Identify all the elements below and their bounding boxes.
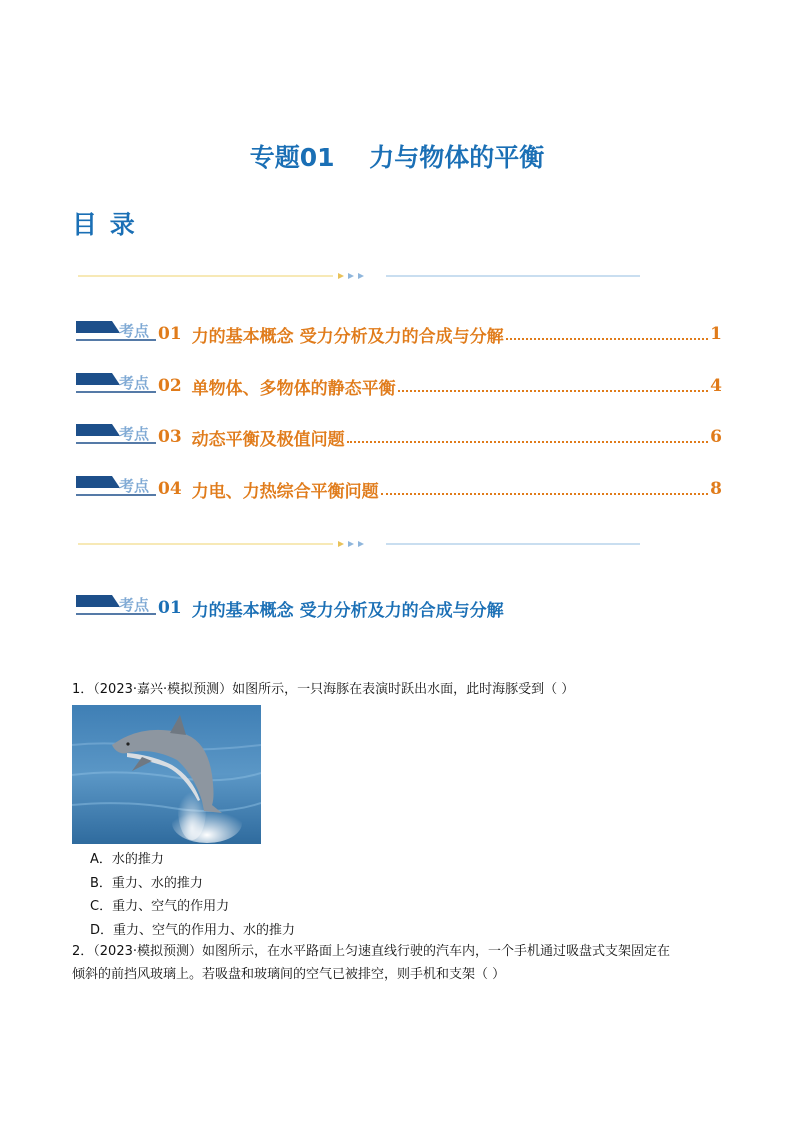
- toc-item-1[interactable]: [76, 320, 722, 348]
- dolphin-photo: [72, 705, 261, 844]
- toc-item-page: 6: [710, 427, 722, 447]
- option-b[interactable]: B．重力、水的推力: [90, 876, 203, 891]
- toc-item-4[interactable]: [76, 475, 722, 503]
- kaodian-badge-icon: [76, 373, 156, 399]
- badge-label: 考点: [119, 322, 150, 340]
- toc-item-text: 力电、力热综合平衡问题: [191, 481, 379, 502]
- option-c[interactable]: C．重力、空气的作用力: [90, 899, 230, 914]
- kaodian-badge-icon: [76, 321, 156, 347]
- toc-item-3[interactable]: [76, 423, 722, 451]
- page-title: 专题01 力与物体的平衡: [249, 143, 545, 172]
- toc-item-text: 单物体、多物体的静态平衡: [191, 378, 396, 399]
- kaodian-badge-icon: [76, 424, 156, 450]
- option-a[interactable]: A．水的推力: [90, 852, 164, 867]
- option-d[interactable]: D．重力、空气的作用力、水的推力: [90, 923, 296, 938]
- toc-item-text: 动态平衡及极值问题: [191, 429, 345, 450]
- kaodian-badge-icon: [76, 476, 156, 502]
- section-number: 01: [158, 598, 182, 618]
- toc-item-number: 04: [158, 479, 182, 499]
- badge-label: 考点: [119, 374, 150, 392]
- question-1-stem: 1．（2023·嘉兴·模拟预测）如图所示，一只海豚在表演时跃出水面，此时海豚受到（ ）: [72, 682, 575, 697]
- toc-item-page: 8: [710, 479, 722, 499]
- toc-divider-top: [78, 271, 640, 281]
- toc-item-number: 02: [158, 376, 182, 396]
- toc-leader-dots: [347, 441, 708, 443]
- toc-divider-bottom: [78, 539, 640, 549]
- badge-label: 考点: [119, 596, 150, 614]
- section-text: 力的基本概念 受力分析及力的合成与分解: [191, 600, 504, 621]
- toc-leader-dots: [506, 338, 709, 340]
- toc-item-number: 01: [158, 324, 182, 344]
- question-2-stem-line2: 倾斜的前挡风玻璃上。若吸盘和玻璃间的空气已被排空，则手机和支架（ ）: [72, 967, 506, 982]
- question-2-stem-line1: 2．（2023·模拟预测）如图所示，在水平路面上匀速直线行驶的汽车内，一个手机通过吸盘式支架固定在: [72, 944, 670, 959]
- toc-heading: 目 录: [72, 210, 137, 239]
- toc-leader-dots: [381, 493, 708, 495]
- toc-item-2[interactable]: [76, 372, 722, 400]
- toc-item-page: 1: [710, 324, 722, 344]
- badge-label: 考点: [119, 425, 150, 443]
- section-heading: [76, 594, 504, 622]
- kaodian-badge-icon: [76, 595, 156, 621]
- toc-item-page: 4: [710, 376, 722, 396]
- toc-item-text: 力的基本概念 受力分析及力的合成与分解: [191, 326, 504, 347]
- toc-item-number: 03: [158, 427, 182, 447]
- badge-label: 考点: [119, 477, 150, 495]
- toc-leader-dots: [398, 390, 708, 392]
